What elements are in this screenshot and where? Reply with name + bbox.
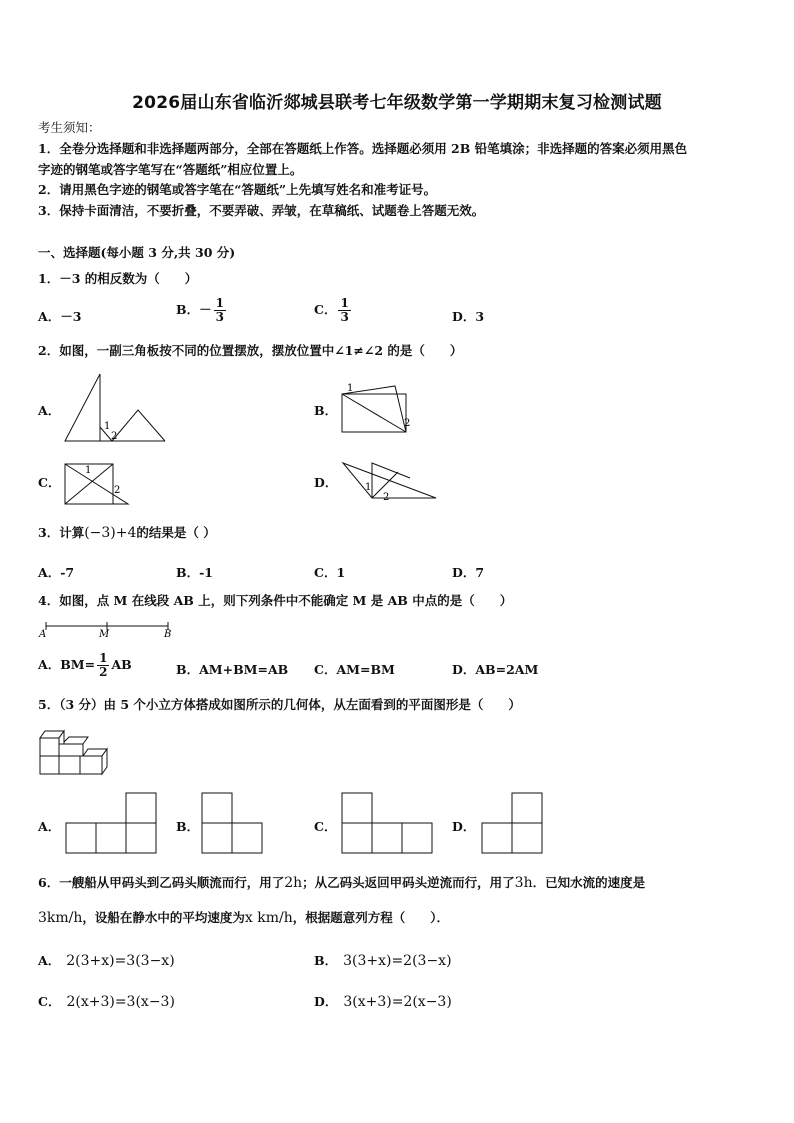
q3-option-b[interactable]: B．-1: [176, 565, 213, 580]
q2c-angle1-label: 1: [85, 465, 92, 476]
q1-c-label: C．: [314, 302, 337, 317]
q2-figure-b: [338, 382, 418, 436]
q4-point-b: B: [164, 629, 172, 640]
q2-figure-d: [338, 458, 440, 506]
q4-stem: 4．如图，点 M 在线段 AB 上，则下列条件中不能确定 M 是 AB 中点的是（ ）: [38, 593, 513, 608]
q2d-angle1-label: 1: [365, 482, 372, 493]
q4-a-fraction: $\frac{1}{2}$: [99, 651, 108, 679]
q1-b-label: B．: [176, 302, 200, 317]
notice-item-3: 3．保持卡面清洁，不要折叠，不要弄破、弄皱，在草稿纸、试题卷上答题无效。: [38, 203, 485, 218]
q5-option-d[interactable]: D．: [452, 819, 476, 834]
q2a-angle1-label: 1: [104, 421, 111, 432]
q6-option-c[interactable]: C． 2(x+3)=3(x−3): [38, 994, 175, 1010]
q1-option-d[interactable]: D．3: [452, 309, 485, 324]
q2b-angle1-label: 1: [347, 383, 354, 394]
q2d-angle2-label: 2: [383, 492, 390, 503]
q2-option-b[interactable]: B．: [314, 403, 338, 418]
q2-figure-c: [60, 460, 132, 508]
q6-stem-line2: 3km/h，设船在静水中的平均速度为x km/h，根据题意列方程（ ）．: [38, 910, 450, 926]
q5-option-c[interactable]: C．: [314, 819, 337, 834]
q1-stem: 1．－3 的相反数为（ ）: [38, 271, 198, 286]
q4-segment-figure: [38, 618, 178, 644]
q4-option-a[interactable]: A．BM= $\frac{1}{2}$ AB: [38, 651, 132, 679]
q2-option-c[interactable]: C．: [38, 475, 61, 490]
q2a-angle2-label: 2: [111, 431, 118, 442]
q2-stem: 2．如图，一副三角板按不同的位置摆放，摆放位置中∠1≠∠2 的是（ ）: [38, 343, 463, 358]
q5-figure-a: [62, 790, 158, 856]
q5-solid-figure: [38, 726, 110, 774]
notice-item-2: 2．请用黑色字迹的钢笔或答字笔在“答题纸”上先填写姓名和准考证号。: [38, 182, 437, 197]
q6-option-b[interactable]: B． 3(3+x)=2(3−x): [314, 953, 452, 969]
q6-stem-line1: 6．一艘船从甲码头到乙码头顺流而行，用了2h；从乙码头返回甲码头逆流而行，用了3h．已知水流的速度是: [38, 875, 646, 891]
q4-option-d[interactable]: D．AB=2AM: [452, 662, 539, 677]
q3-expression: (−3)+4: [84, 525, 137, 541]
q5-option-a[interactable]: A．: [38, 819, 61, 834]
q2b-angle2-label: 2: [404, 418, 411, 429]
q5-option-b[interactable]: B．: [176, 819, 200, 834]
q3-option-d[interactable]: D．7: [452, 565, 485, 580]
q1-c-fraction: $\frac{1}{3}$: [340, 296, 349, 324]
q2-option-d[interactable]: D．: [314, 475, 338, 490]
q4-option-c[interactable]: C．AM=BM: [314, 662, 395, 677]
page-title: 2026届山东省临沂郯城县联考七年级数学第一学期期末复习检测试题: [132, 93, 662, 113]
q3-option-a[interactable]: A．-7: [38, 565, 75, 580]
q1-option-b[interactable]: [176, 297, 228, 324]
q5-figure-d: [478, 790, 546, 856]
notice-heading: 考生须知：: [38, 120, 101, 135]
q2-option-a[interactable]: A．: [38, 403, 61, 418]
q4-point-a: A: [39, 629, 47, 640]
section-heading: 一、选择题(每小题 3 分,共 30 分): [38, 245, 236, 260]
q5-figure-b: [198, 790, 266, 856]
q3-stem: 3．计算(−3)+4的结果是（ ）: [38, 525, 216, 541]
q6-option-a[interactable]: A． 2(3+x)=3(3−x): [38, 953, 175, 969]
q4-option-b[interactable]: B．AM+BM=AB: [176, 662, 289, 677]
q1-b-sign: －: [199, 302, 212, 317]
q2c-angle2-label: 2: [114, 485, 121, 496]
q1-b-fraction: $\frac{1}{3}$: [215, 296, 224, 324]
q4-point-m: M: [99, 629, 110, 640]
q3-option-c[interactable]: C．1: [314, 565, 346, 580]
q1-option-a[interactable]: A．－3: [38, 309, 82, 324]
notice-item-1: 1．全卷分选择题和非选择题两部分，全部在答题纸上作答。选择题必须用 2B 铅笔填涂；非选择题的答案必须用黑色: [38, 141, 688, 156]
q1-option-c[interactable]: [314, 297, 353, 324]
notice-item-1-cont: 字迹的钢笔或答字笔写在“答题纸”相应位置上。: [38, 162, 303, 177]
q6-option-d[interactable]: D． 3(x+3)=2(x−3): [314, 994, 452, 1010]
q5-stem: 5．（3 分）由 5 个小立方体搭成如图所示的几何体，从左面看到的平面图形是（ ）: [38, 697, 521, 712]
q5-figure-c: [338, 790, 434, 856]
q2-figure-a: [60, 372, 170, 444]
